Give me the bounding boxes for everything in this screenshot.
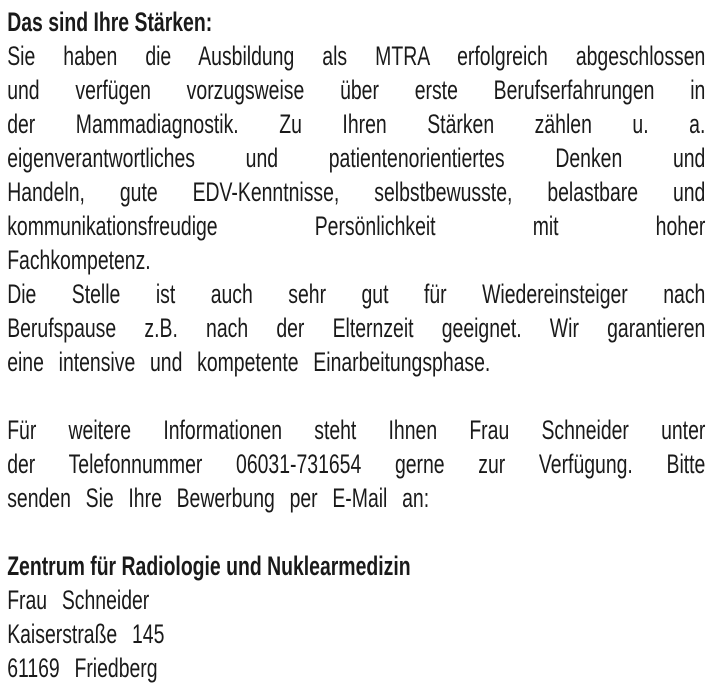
text-line: Für weitere Informationen steht Ihnen Frau Schneider unter — [7, 415, 706, 445]
blank-line — [7, 515, 705, 549]
text-line: eine intensive und kompetente Einarbeitungsphase. — [7, 347, 491, 377]
text-line: Frau Schneider — [7, 585, 150, 615]
document-body — [7, 5, 705, 685]
text-line: Berufspause z.B. nach der Elternzeit geeignet. Wir garantieren — [7, 313, 706, 343]
heading-line: Zentrum für Radiologie und Nuklearmedizin — [7, 551, 411, 581]
text-line: kommunikationsfreudige Persönlichkeit mit hoher — [7, 211, 706, 241]
text-line: Fachkompetenz. — [7, 245, 151, 275]
text-line: Sie haben die Ausbildung als MTRA erfolgreich abgeschlossen — [7, 41, 706, 71]
text-line: Handeln, gute EDV-Kenntnisse, selbstbewusste, belastbare und — [7, 177, 706, 207]
text-line: senden Sie Ihre Bewerbung per E-Mail an: — [7, 483, 430, 513]
text-line: Kaiserstraße 145 — [7, 619, 165, 649]
heading-line: Das sind Ihre Stärken: — [7, 7, 213, 37]
text-line: der Mammadiagnostik. Zu Ihren Stärken zählen u. a. — [7, 109, 706, 139]
text-line: eigenverantwortliches und patientenorientiertes Denken und — [7, 143, 706, 173]
blank-line — [7, 379, 705, 413]
text-line: Die Stelle ist auch sehr gut für Wiedereinsteiger nach — [7, 279, 706, 309]
text-line: der Telefonnummer 06031-731654 gerne zur Verfügung. Bitte — [7, 449, 706, 479]
text-line: und verfügen vorzugsweise über erste Berufserfahrungen in — [7, 75, 706, 105]
text-line: 61169 Friedberg — [7, 653, 158, 683]
